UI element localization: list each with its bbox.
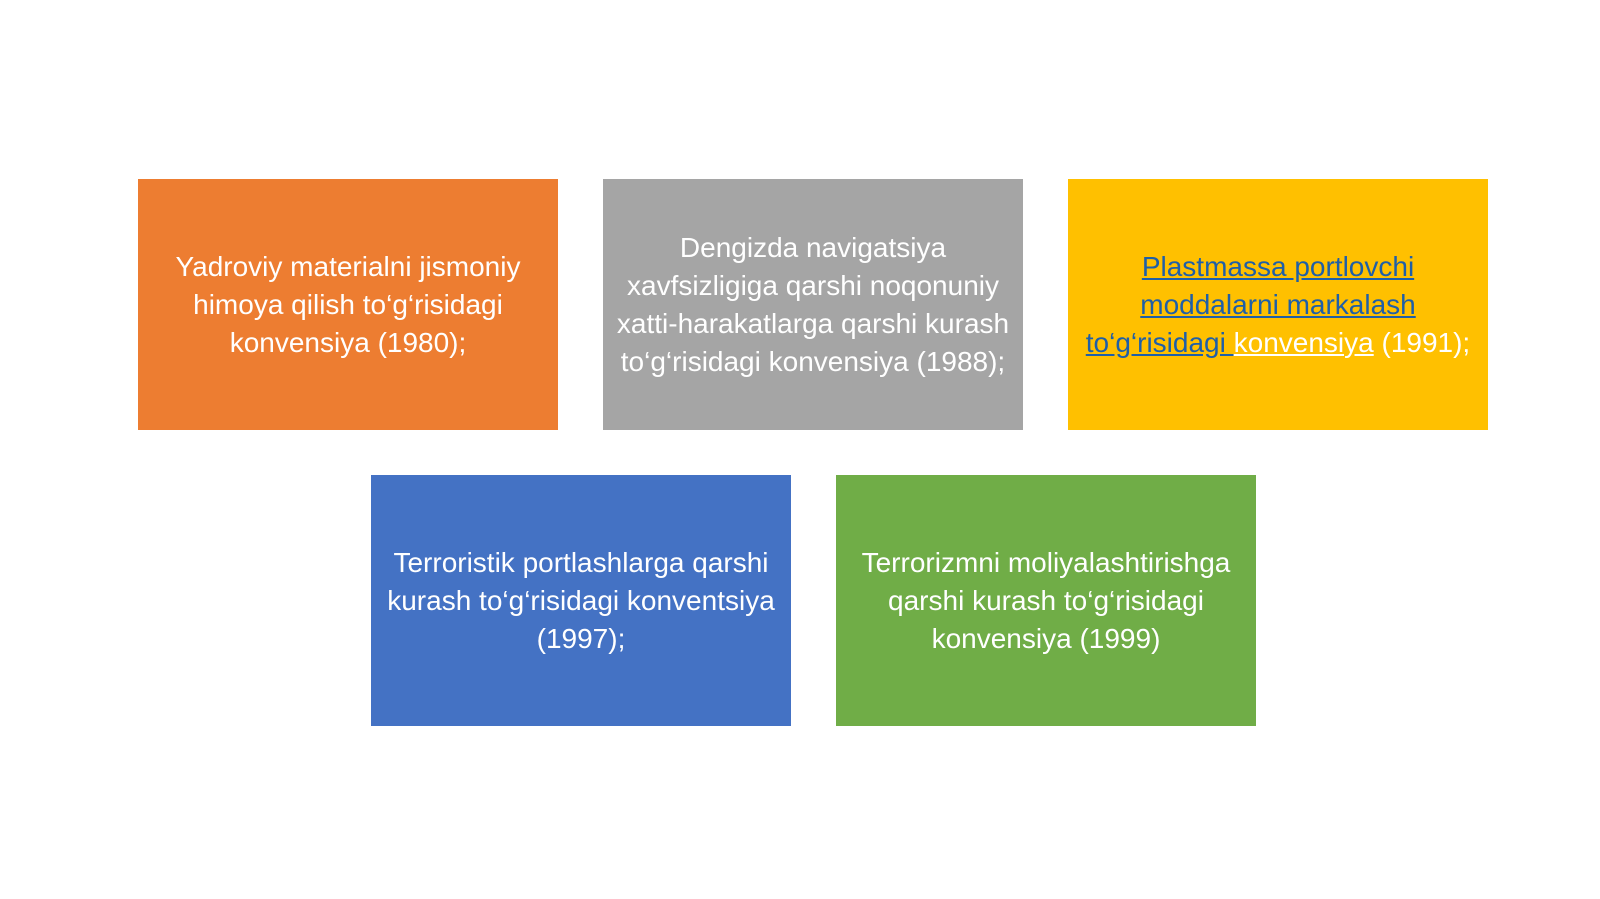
convention-text-1980: Yadroviy materialni jismoniy himoya qilish to‘g‘risidagi konvensiya (1980);	[175, 250, 521, 358]
convention-link-1991-end[interactable]: konvensiya	[1233, 326, 1374, 358]
convention-text-1991	[1078, 248, 1478, 362]
convention-box-1997	[371, 475, 791, 726]
convention-text-1988: Dengizda navigatsiya xavfsizligiga qarshi noqonuniy xatti-harakatlarga qarshi kurash to‘g‘risidagi konvensiya (1988);	[616, 231, 1010, 377]
convention-box-1999	[836, 475, 1256, 726]
convention-box-1980	[138, 179, 558, 430]
convention-link-1991[interactable]: Plastmassa portlovchi moddalarni markalash to‘g‘risidagi	[1085, 250, 1416, 358]
convention-year-1991: (1991);	[1373, 326, 1471, 358]
convention-box-1988	[603, 179, 1023, 430]
convention-box-1991	[1068, 179, 1488, 430]
convention-text-1999: Terrorizmni moliyalashtirishga qarshi kurash to‘g‘risidagi konvensiya (1999)	[861, 546, 1231, 654]
convention-text-1997: Terroristik portlashlarga qarshi kurash to‘g‘risidagi konventsiya (1997);	[387, 546, 775, 654]
